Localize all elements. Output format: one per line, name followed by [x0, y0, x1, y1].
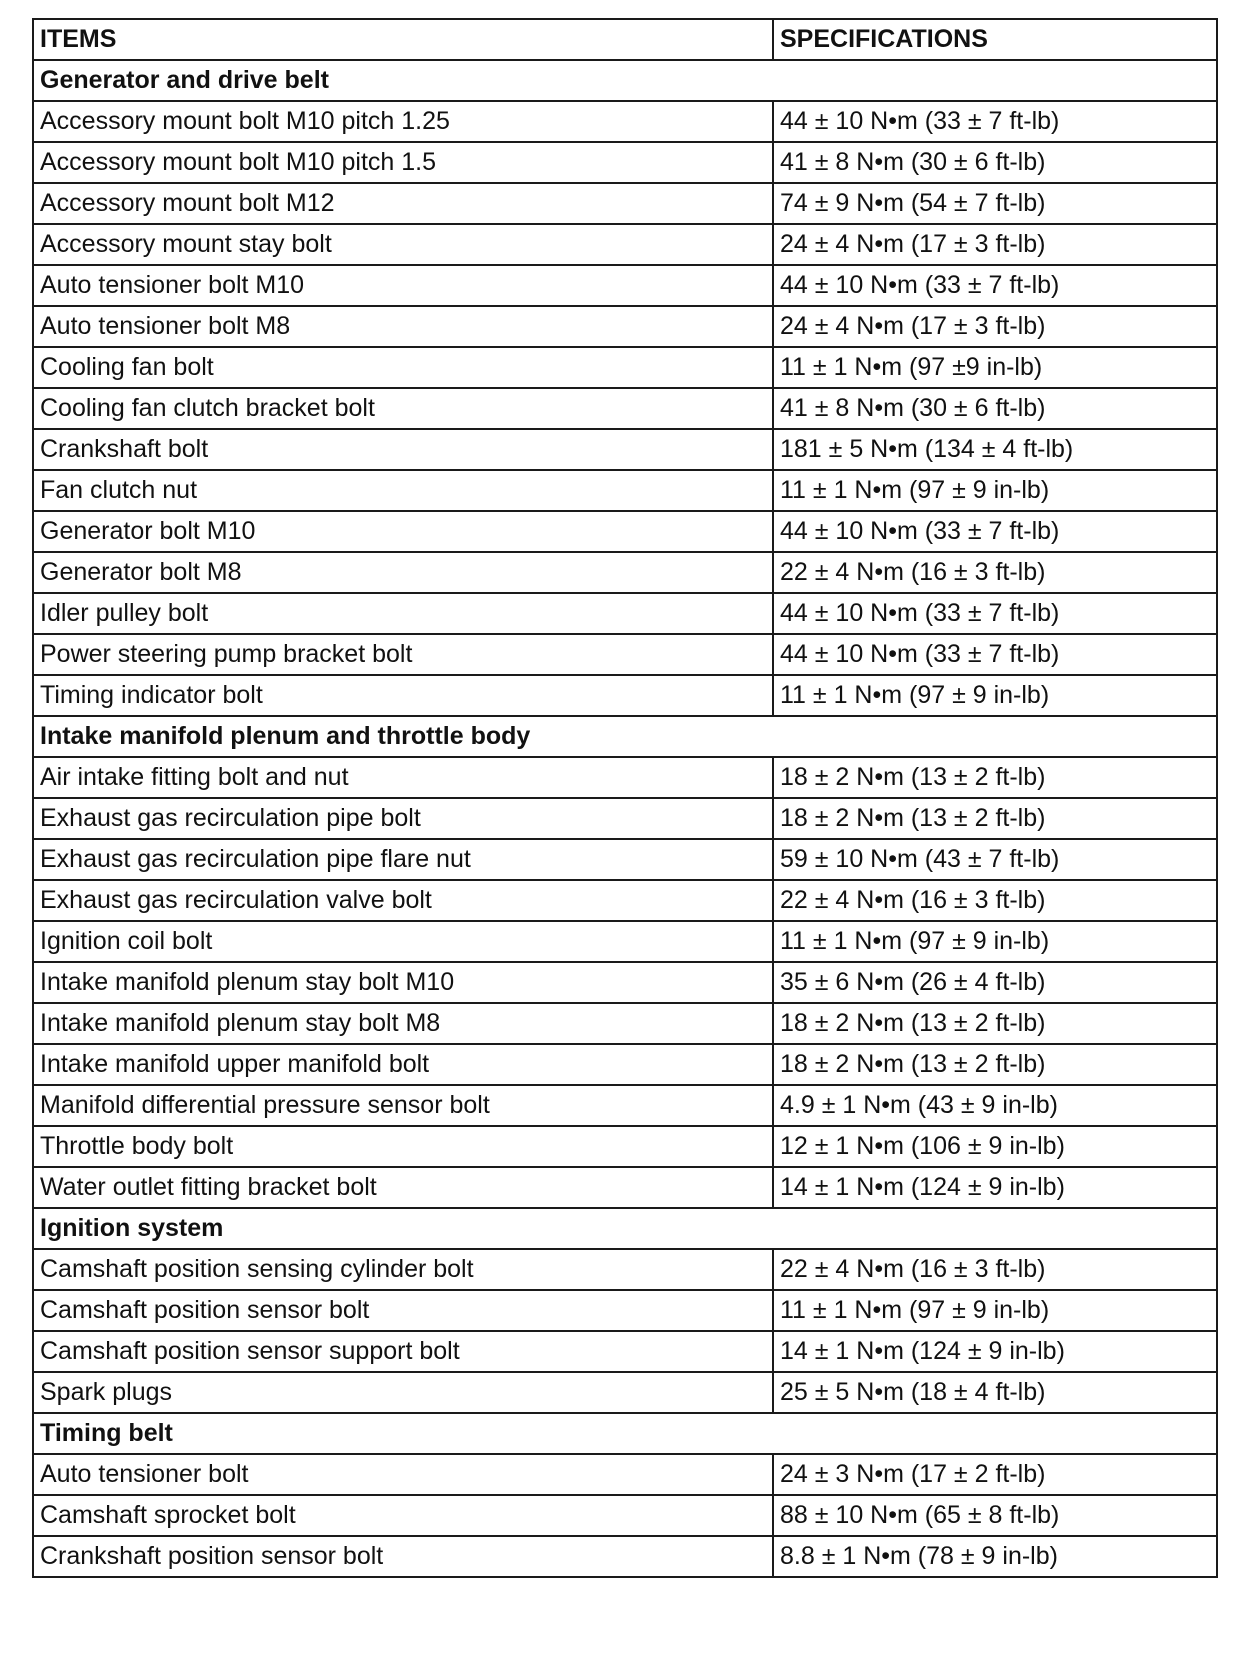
item-cell: Generator bolt M10	[33, 511, 773, 552]
table-row	[33, 142, 1217, 183]
items-column-header: ITEMS	[33, 19, 773, 60]
table-row	[33, 511, 1217, 552]
item-cell: Camshaft position sensor bolt	[33, 1290, 773, 1331]
specification-cell: 24 ± 4 N•m (17 ± 3 ft-lb)	[773, 224, 1217, 265]
specification-cell: 44 ± 10 N•m (33 ± 7 ft-lb)	[773, 634, 1217, 675]
item-cell: Intake manifold upper manifold bolt	[33, 1044, 773, 1085]
torque-spec-table	[32, 18, 1218, 1578]
table-row	[33, 921, 1217, 962]
specification-cell: 12 ± 1 N•m (106 ± 9 in-lb)	[773, 1126, 1217, 1167]
specification-cell: 74 ± 9 N•m (54 ± 7 ft-lb)	[773, 183, 1217, 224]
specification-cell: 24 ± 3 N•m (17 ± 2 ft-lb)	[773, 1454, 1217, 1495]
specification-cell: 14 ± 1 N•m (124 ± 9 in-lb)	[773, 1167, 1217, 1208]
item-cell: Cooling fan bolt	[33, 347, 773, 388]
table-row	[33, 347, 1217, 388]
specification-cell: 11 ± 1 N•m (97 ± 9 in-lb)	[773, 470, 1217, 511]
specification-cell: 181 ± 5 N•m (134 ± 4 ft-lb)	[773, 429, 1217, 470]
section-title: Generator and drive belt	[33, 60, 1217, 101]
table-row	[33, 675, 1217, 716]
table-row	[33, 1290, 1217, 1331]
item-cell: Fan clutch nut	[33, 470, 773, 511]
table-row	[33, 880, 1217, 921]
specification-cell: 18 ± 2 N•m (13 ± 2 ft-lb)	[773, 1044, 1217, 1085]
item-cell: Idler pulley bolt	[33, 593, 773, 634]
table-row	[33, 1372, 1217, 1413]
item-cell: Timing indicator bolt	[33, 675, 773, 716]
item-cell: Accessory mount bolt M10 pitch 1.5	[33, 142, 773, 183]
item-cell: Crankshaft bolt	[33, 429, 773, 470]
item-cell: Spark plugs	[33, 1372, 773, 1413]
item-cell: Crankshaft position sensor bolt	[33, 1536, 773, 1577]
specification-cell: 41 ± 8 N•m (30 ± 6 ft-lb)	[773, 142, 1217, 183]
specification-cell: 22 ± 4 N•m (16 ± 3 ft-lb)	[773, 880, 1217, 921]
table-row	[33, 470, 1217, 511]
item-cell: Exhaust gas recirculation valve bolt	[33, 880, 773, 921]
specification-cell: 18 ± 2 N•m (13 ± 2 ft-lb)	[773, 798, 1217, 839]
item-cell: Camshaft position sensing cylinder bolt	[33, 1249, 773, 1290]
section-header-row	[33, 1413, 1217, 1454]
section-header-row	[33, 60, 1217, 101]
item-cell: Intake manifold plenum stay bolt M8	[33, 1003, 773, 1044]
item-cell: Exhaust gas recirculation pipe flare nut	[33, 839, 773, 880]
item-cell: Throttle body bolt	[33, 1126, 773, 1167]
table-row	[33, 1044, 1217, 1085]
section-title: Intake manifold plenum and throttle body	[33, 716, 1217, 757]
table-row	[33, 1003, 1217, 1044]
specification-cell: 59 ± 10 N•m (43 ± 7 ft-lb)	[773, 839, 1217, 880]
table-row	[33, 593, 1217, 634]
specification-cell: 44 ± 10 N•m (33 ± 7 ft-lb)	[773, 101, 1217, 142]
table-row	[33, 552, 1217, 593]
specification-cell: 18 ± 2 N•m (13 ± 2 ft-lb)	[773, 757, 1217, 798]
specification-cell: 11 ± 1 N•m (97 ± 9 in-lb)	[773, 921, 1217, 962]
item-cell: Manifold differential pressure sensor bolt	[33, 1085, 773, 1126]
table-row	[33, 224, 1217, 265]
item-cell: Water outlet fitting bracket bolt	[33, 1167, 773, 1208]
table-row	[33, 1331, 1217, 1372]
specification-cell: 8.8 ± 1 N•m (78 ± 9 in-lb)	[773, 1536, 1217, 1577]
item-cell: Auto tensioner bolt M10	[33, 265, 773, 306]
item-cell: Camshaft sprocket bolt	[33, 1495, 773, 1536]
section-title: Timing belt	[33, 1413, 1217, 1454]
table-row	[33, 1536, 1217, 1577]
specification-cell: 22 ± 4 N•m (16 ± 3 ft-lb)	[773, 552, 1217, 593]
specification-cell: 88 ± 10 N•m (65 ± 8 ft-lb)	[773, 1495, 1217, 1536]
table-row	[33, 1249, 1217, 1290]
specification-cell: 11 ± 1 N•m (97 ±9 in-lb)	[773, 347, 1217, 388]
table-row	[33, 757, 1217, 798]
item-cell: Intake manifold plenum stay bolt M10	[33, 962, 773, 1003]
specification-cell: 24 ± 4 N•m (17 ± 3 ft-lb)	[773, 306, 1217, 347]
specification-cell: 44 ± 10 N•m (33 ± 7 ft-lb)	[773, 593, 1217, 634]
table-body	[33, 60, 1217, 1577]
table-row	[33, 1085, 1217, 1126]
item-cell: Camshaft position sensor support bolt	[33, 1331, 773, 1372]
specification-cell: 18 ± 2 N•m (13 ± 2 ft-lb)	[773, 1003, 1217, 1044]
table-row	[33, 962, 1217, 1003]
item-cell: Auto tensioner bolt	[33, 1454, 773, 1495]
item-cell: Accessory mount bolt M10 pitch 1.25	[33, 101, 773, 142]
table-row	[33, 265, 1217, 306]
table-row	[33, 1454, 1217, 1495]
specification-cell: 44 ± 10 N•m (33 ± 7 ft-lb)	[773, 265, 1217, 306]
specification-cell: 35 ± 6 N•m (26 ± 4 ft-lb)	[773, 962, 1217, 1003]
table-row	[33, 839, 1217, 880]
specification-cell: 25 ± 5 N•m (18 ± 4 ft-lb)	[773, 1372, 1217, 1413]
item-cell: Power steering pump bracket bolt	[33, 634, 773, 675]
item-cell: Accessory mount bolt M12	[33, 183, 773, 224]
specification-cell: 14 ± 1 N•m (124 ± 9 in-lb)	[773, 1331, 1217, 1372]
item-cell: Cooling fan clutch bracket bolt	[33, 388, 773, 429]
item-cell: Ignition coil bolt	[33, 921, 773, 962]
table-row	[33, 306, 1217, 347]
item-cell: Auto tensioner bolt M8	[33, 306, 773, 347]
section-title: Ignition system	[33, 1208, 1217, 1249]
table-header-row	[33, 19, 1217, 60]
specifications-column-header: SPECIFICATIONS	[773, 19, 1217, 60]
table-row	[33, 429, 1217, 470]
item-cell: Exhaust gas recirculation pipe bolt	[33, 798, 773, 839]
table-row	[33, 798, 1217, 839]
specification-cell: 11 ± 1 N•m (97 ± 9 in-lb)	[773, 675, 1217, 716]
table-row	[33, 101, 1217, 142]
table-row	[33, 1126, 1217, 1167]
item-cell: Generator bolt M8	[33, 552, 773, 593]
section-header-row	[33, 716, 1217, 757]
item-cell: Air intake fitting bolt and nut	[33, 757, 773, 798]
specification-cell: 22 ± 4 N•m (16 ± 3 ft-lb)	[773, 1249, 1217, 1290]
table-row	[33, 1495, 1217, 1536]
section-header-row	[33, 1208, 1217, 1249]
specification-cell: 44 ± 10 N•m (33 ± 7 ft-lb)	[773, 511, 1217, 552]
specification-cell: 41 ± 8 N•m (30 ± 6 ft-lb)	[773, 388, 1217, 429]
table-row	[33, 1167, 1217, 1208]
specification-cell: 11 ± 1 N•m (97 ± 9 in-lb)	[773, 1290, 1217, 1331]
table-row	[33, 183, 1217, 224]
table-row	[33, 634, 1217, 675]
item-cell: Accessory mount stay bolt	[33, 224, 773, 265]
specification-cell: 4.9 ± 1 N•m (43 ± 9 in-lb)	[773, 1085, 1217, 1126]
table-row	[33, 388, 1217, 429]
